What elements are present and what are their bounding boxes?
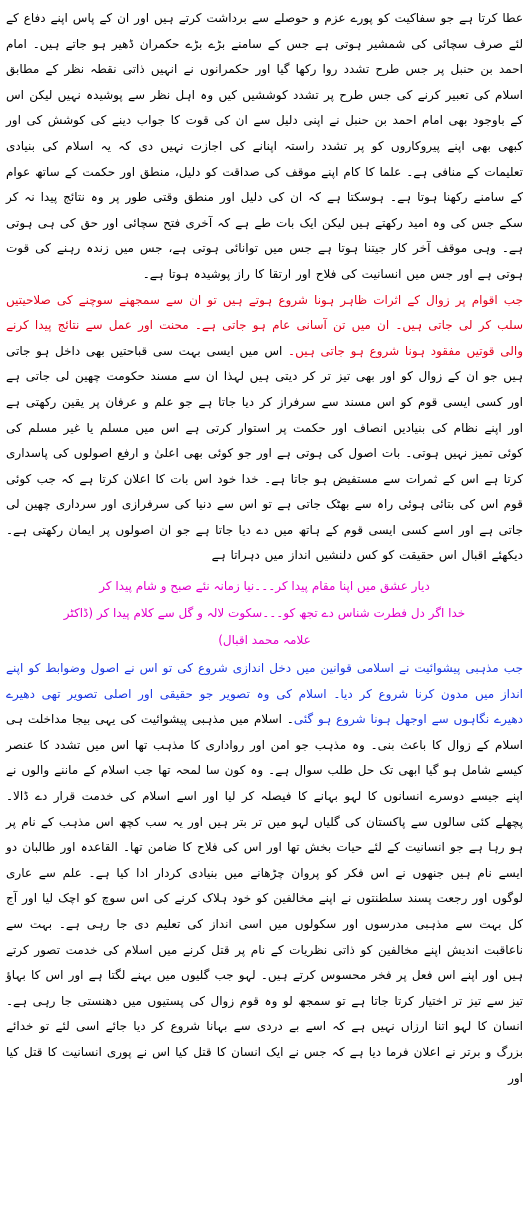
article-paragraph-clergy — [6, 656, 523, 1091]
article-paragraph-intro: عطا کرتا ہے جو سفاکیت کو پورے عزم و حوصلے سے برداشت کرتے ہیں اور ان کے پاس اپنے دفاع کے لئے صرف سچائی کی شمشیر ہوتی ہے جس کے سامنے بڑے بڑے حکمران ڈھیر ہو جاتے ہیں۔ امام احمد بن حنبل پر جس طرح تشدد روا رکھا گیا اور حکمرانوں نے انہیں ذاتی نقطہ نظر کے مطابق اسلام کی تعبیر کرنے کی جس طرح پر تشدد کوششیں کیں وہ اہل نظر سے پوشیدہ نہیں لیکن اس کے باوجود بھی امام احمد بن حنبل نے اپنی دلیل سے ان کی قوت کا جواب دینے کی کوشش کی اور کبھی بھی اپنے پیروکاروں کو پر تشدد راستہ اپنانے کی اجازت نہیں دی کہ یہ اسلام کی بنیادی تعلیمات کے منافی ہے۔ علما کا کام اپنے موقف کی صداقت کو دلیل، منطق اور حکمت کے ساتھ عوام کے سامنے رکھنا ہوتا ہے۔ ہوسکتا ہے کہ ان کی دلیل اور منطق وقتی طور پر وہ نتائج پیدا نہ کر سکے جس کی وہ امید رکھتے ہیں لیکن ایک بات طے ہے کہ آخری فتح سچائی اور حق کی ہی ہوتی ہے۔ وہی موقف آخر کار جیتنا ہوتا ہے جس میں توانائی ہوتی ہے، جس میں زندہ رہنے کی قوت ہوتی ہے اور جس میں انسانیت کی فلاح اور ارتقا کا راز پوشیدہ ہوتا ہے۔ — [6, 11, 523, 281]
article-paragraph-decline-body: اس میں ایسی بہت سی قباحتیں بھی داخل ہو جاتی ہیں جو ان کے زوال کو اور بھی تیز تر کر دیتی ہیں لہذا ان سے مسند حکومت چھین لی جاتی ہے اور کسی ایسی قوم کو اس مسند سے سرفراز کر دیا جاتا ہے جو علم و عرفان پر یقین رکھتی ہے اور اپنے نظام کی بنیادیں انصاف اور حکمت پر استوار کرتی ہے اس میں مسلم یا غیر مسلم کی کوئی تمیز نہیں ہوتی۔ بات اصول کی ہوتی ہے اور جو کوئی بھی اعلیٰ و ارفع اصولوں کی پاسداری کرتا ہے اس کے ثمرات سے مستفیض ہو جاتا ہے۔ خدا خود اس بات کا اعلان کرتا ہے کہ جب کوئی قوم اس کی بتائی ہوئی راہ سے بھٹک جاتی ہے تو اس سے دنیا کی سرفرازی اور سرداری چھین لی جاتی ہے اور اسے کسی ایسی قوم کے ہاتھ میں دے دیا جاتا ہے جو ان اصولوں پر ایمان رکھتی ہے۔ دیکھئے اقبال اس حقیقت کو کس دلنشیں انداز میں دہراتا ہے — [6, 343, 523, 563]
highlighted-red-text: جب اقوام پر زوال کے اثرات ظاہر ہونا شروع ہوتے ہیں تو ان سے سمجھنے سوچنے کی صلاحیتیں سلب کر لی جاتی ہیں۔ ان میں تن آسانی عام ہو جاتی ہے۔ محنت اور عمل سے نتائج پیدا کرنے والی قوتیں مفقود ہونا شروع ہو جاتی ہیں۔ — [6, 292, 523, 358]
poem-verse-1: دیار عشق میں اپنا مقام پیدا کر۔۔۔نیا زمانہ نئے صبح و شام پیدا کر — [99, 579, 430, 594]
article-paragraph-clergy-body: ۔ اسلام میں مذہبی پیشوائیت کی یہی بیجا مداخلت ہی اسلام کے زوال کا باعث بنی۔ وہ مذہب جو امن اور رواداری کا مذہب تھا اس میں تشدد کا عنصر کیسے شامل ہو گیا ابھی تک حل طلب سوال ہے۔ وہ کون سا لمحہ تھا جب اسلام کے ماننے والوں نے اپنے جیسے دوسرے انسانوں کا لہو بہانے کا فیصلہ کر لیا اور اسے اسلام کی خدمت قرار دے ڈالا۔ پچھلے کئی سالوں سے پاکستان کی گلیاں لہو میں تر بتر ہیں اور یہ سب کچھ اس مذہب کے نام پر ہو رہا ہے جو انسانیت کے لئے حیات بخش تھا اور اس کی فلاح کا ضامن تھا۔ القاعدہ اور طالبان دو ایسے نام ہیں جنھوں نے اس فکر کو پروان چڑھانے میں بنیادی کردار ادا کیا ہے۔ علم سے عاری لوگوں اور رجعت پسند سلطنتوں نے اپنے مخالفین کو خود ہلاک کرنے کی اس سوچ کو اچک لیا اور آج کل بہت سے مذہبی مدرسوں اور سکولوں میں اسی انداز کی تعلیم دی جا رہی ہے۔ بہت سے ناعاقبت اندیش اپنے مخالفین کو ذاتی نظریات کے نام پر قتل کرنے میں اسلام کی خدمت تصور کرتے ہیں اور اپنے اس فعل پر فخر محسوس کرتے ہیں۔ لہو جب گلیوں میں بہنے لگتا ہے اور اس کا بہاؤ تیز سے تیز تر اختیار کرتا جاتا ہے تو سمجھ لو وہ قوم زوال کی پستیوں میں دھنستی جا رہی ہے۔ انسان کا لہو اتنا ارزاں نہیں ہے کہ اسے بے دردی سے بہانا شروع کر دیا جائے اسی لئے تو خدائے بزرگ و برتر نے اعلان فرما دیا ہے کہ جس نے ایک انسان کا قتل کیا اس نے پوری انسانیت کا قتل کیا اور — [6, 712, 523, 1085]
poem-verse-2: خدا اگر دل فطرت شناس دے تجھ کو۔۔۔سکوت لالہ و گل سے کلام پیدا کر (ڈاکٹر — [63, 606, 466, 621]
article-paragraph-decline — [6, 288, 523, 570]
iqbal-poem — [6, 573, 523, 654]
highlighted-blue-text: جب مذہبی پیشوائیت نے اسلامی قوانین میں دخل اندازی شروع کی تو اس نے اصول وضوابط کو اپنے انداز میں مدون کرنا شروع کر دیا۔ اسلام کی وہ تصویر جو حقیقی اور اصلی تصویر تھی دھیرے دھیرے نگاہوں سے اوجھل ہونا شروع ہو گئی — [6, 661, 523, 727]
poem-attribution: علامہ محمد اقبال) — [218, 633, 311, 648]
